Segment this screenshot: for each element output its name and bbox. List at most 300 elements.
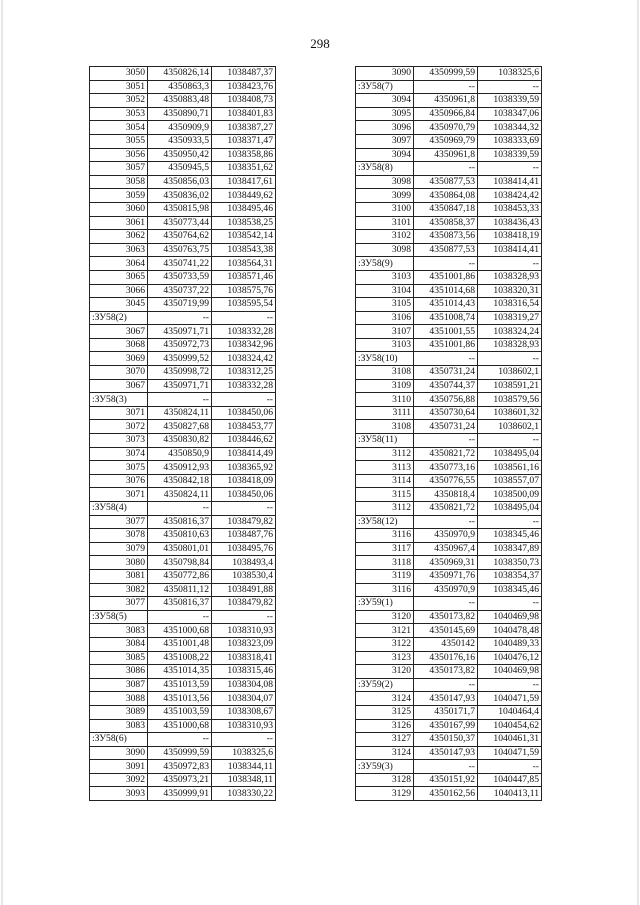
- point-number-cell: 3129: [356, 787, 414, 801]
- table-row: [90, 597, 276, 611]
- x-coordinate-cell: 4350173,82: [414, 610, 478, 624]
- x-coordinate-cell: 4350999,59: [414, 67, 478, 81]
- table-row: [90, 352, 276, 366]
- point-number-cell: 3057: [90, 162, 148, 176]
- x-coordinate-cell: 4351014,68: [414, 284, 478, 298]
- table-row: [90, 420, 276, 434]
- x-coordinate-cell: 4350773,44: [148, 216, 212, 230]
- point-number-cell: 3090: [90, 746, 148, 760]
- x-coordinate-cell: 4350821,72: [414, 447, 478, 461]
- x-coordinate-cell: 4350999,91: [148, 787, 212, 801]
- table-row: [90, 746, 276, 760]
- x-coordinate-cell: 4350998,72: [148, 366, 212, 380]
- point-number-cell: 3119: [356, 569, 414, 583]
- x-coordinate-cell: 4351008,22: [148, 651, 212, 665]
- point-number-cell: :ЗУ58(6): [90, 733, 148, 747]
- y-coordinate-cell: 1038320,31: [478, 284, 542, 298]
- x-coordinate-cell: 4350142: [414, 637, 478, 651]
- y-coordinate-cell: 1040476,12: [478, 651, 542, 665]
- table-row: [356, 284, 542, 298]
- y-coordinate-cell: 1038342,96: [212, 338, 276, 352]
- table-row: [356, 406, 542, 420]
- y-coordinate-cell: 1038348,11: [212, 773, 276, 787]
- point-number-cell: 3111: [356, 406, 414, 420]
- x-coordinate-cell: 4350999,52: [148, 352, 212, 366]
- point-number-cell: 3105: [356, 298, 414, 312]
- y-coordinate-cell: 1038602,1: [478, 420, 542, 434]
- section-header-row: [90, 610, 276, 624]
- point-number-cell: 3063: [90, 243, 148, 257]
- y-coordinate-cell: 1038332,28: [212, 325, 276, 339]
- y-coordinate-cell: 1038308,67: [212, 705, 276, 719]
- y-coordinate-cell: --: [212, 502, 276, 516]
- x-coordinate-cell: 4351001,86: [414, 270, 478, 284]
- table-row: [356, 107, 542, 121]
- y-coordinate-cell: --: [478, 515, 542, 529]
- x-coordinate-cell: 4350850,9: [148, 447, 212, 461]
- table-row: [90, 787, 276, 801]
- y-coordinate-cell: 1038354,37: [478, 569, 542, 583]
- x-coordinate-cell: 4350176,16: [414, 651, 478, 665]
- x-coordinate-cell: 4350858,37: [414, 216, 478, 230]
- point-number-cell: :ЗУ58(4): [90, 502, 148, 516]
- table-row: [90, 270, 276, 284]
- point-number-cell: :ЗУ58(11): [356, 434, 414, 448]
- y-coordinate-cell: 1040489,33: [478, 637, 542, 651]
- x-coordinate-cell: --: [414, 678, 478, 692]
- point-number-cell: :ЗУ59(2): [356, 678, 414, 692]
- y-coordinate-cell: 1038414,41: [478, 243, 542, 257]
- x-coordinate-cell: 4350967,4: [414, 542, 478, 556]
- point-number-cell: 3116: [356, 583, 414, 597]
- table-row: [356, 420, 542, 434]
- y-coordinate-cell: --: [478, 257, 542, 271]
- table-row: [356, 474, 542, 488]
- x-coordinate-cell: 4350973,21: [148, 773, 212, 787]
- table-row: [356, 746, 542, 760]
- y-coordinate-cell: 1040461,31: [478, 733, 542, 747]
- point-number-cell: 3096: [356, 121, 414, 135]
- section-header-row: [356, 760, 542, 774]
- y-coordinate-cell: 1038365,92: [212, 461, 276, 475]
- y-coordinate-cell: 1038344,11: [212, 760, 276, 774]
- point-number-cell: 3089: [90, 705, 148, 719]
- point-number-cell: 3084: [90, 637, 148, 651]
- y-coordinate-cell: 1038561,16: [478, 461, 542, 475]
- x-coordinate-cell: 4350969,79: [414, 134, 478, 148]
- y-coordinate-cell: --: [212, 393, 276, 407]
- section-header-row: [90, 311, 276, 325]
- point-number-cell: 3128: [356, 773, 414, 787]
- point-number-cell: 3103: [356, 270, 414, 284]
- point-number-cell: 3121: [356, 624, 414, 638]
- point-number-cell: 3088: [90, 692, 148, 706]
- table-row: [356, 733, 542, 747]
- y-coordinate-cell: 1038347,89: [478, 542, 542, 556]
- scan-edge-right: [637, 0, 639, 905]
- point-number-cell: 3065: [90, 270, 148, 284]
- table-row: [90, 719, 276, 733]
- x-coordinate-cell: 4350877,53: [414, 175, 478, 189]
- table-row: [90, 338, 276, 352]
- table-row: [356, 529, 542, 543]
- y-coordinate-cell: 1038319,27: [478, 311, 542, 325]
- point-number-cell: :ЗУ58(10): [356, 352, 414, 366]
- table-row: [90, 379, 276, 393]
- table-row: [90, 474, 276, 488]
- x-coordinate-cell: 4350776,55: [414, 474, 478, 488]
- x-coordinate-cell: 4350719,99: [148, 298, 212, 312]
- y-coordinate-cell: --: [478, 760, 542, 774]
- point-number-cell: 3110: [356, 393, 414, 407]
- table-row: [90, 107, 276, 121]
- y-coordinate-cell: 1038328,93: [478, 270, 542, 284]
- x-coordinate-cell: --: [414, 515, 478, 529]
- point-number-cell: 3072: [90, 420, 148, 434]
- point-number-cell: 3120: [356, 610, 414, 624]
- x-coordinate-cell: --: [414, 352, 478, 366]
- table-row: [90, 556, 276, 570]
- table-row: [356, 542, 542, 556]
- point-number-cell: 3107: [356, 325, 414, 339]
- x-coordinate-cell: 4350147,93: [414, 746, 478, 760]
- point-number-cell: 3071: [90, 406, 148, 420]
- point-number-cell: 3108: [356, 366, 414, 380]
- table-row: [356, 134, 542, 148]
- y-coordinate-cell: --: [478, 352, 542, 366]
- y-coordinate-cell: 1038345,46: [478, 529, 542, 543]
- table-row: [90, 148, 276, 162]
- y-coordinate-cell: 1038387,27: [212, 121, 276, 135]
- x-coordinate-cell: 4351013,59: [148, 678, 212, 692]
- y-coordinate-cell: 1040471,59: [478, 692, 542, 706]
- x-coordinate-cell: 4350830,82: [148, 434, 212, 448]
- y-coordinate-cell: 1038495,76: [212, 542, 276, 556]
- y-coordinate-cell: 1038358,86: [212, 148, 276, 162]
- x-coordinate-cell: 4350733,59: [148, 270, 212, 284]
- x-coordinate-cell: 4350773,16: [414, 461, 478, 475]
- table-row: [356, 393, 542, 407]
- section-header-row: [356, 515, 542, 529]
- y-coordinate-cell: 1038310,93: [212, 719, 276, 733]
- y-coordinate-cell: 1038423,76: [212, 80, 276, 94]
- point-number-cell: 3127: [356, 733, 414, 747]
- y-coordinate-cell: 1038564,31: [212, 257, 276, 271]
- table-row: [356, 202, 542, 216]
- coordinates-table-right: [355, 66, 542, 801]
- point-number-cell: 3113: [356, 461, 414, 475]
- x-coordinate-cell: 4350816,37: [148, 597, 212, 611]
- point-number-cell: 3076: [90, 474, 148, 488]
- point-number-cell: 3095: [356, 107, 414, 121]
- y-coordinate-cell: 1038542,14: [212, 230, 276, 244]
- point-number-cell: 3104: [356, 284, 414, 298]
- y-coordinate-cell: 1038479,82: [212, 515, 276, 529]
- y-coordinate-cell: 1038493,4: [212, 556, 276, 570]
- x-coordinate-cell: 4350966,84: [414, 107, 478, 121]
- y-coordinate-cell: 1038310,93: [212, 624, 276, 638]
- x-coordinate-cell: 4350971,71: [148, 379, 212, 393]
- x-coordinate-cell: 4351014,43: [414, 298, 478, 312]
- x-coordinate-cell: 4350961,8: [414, 94, 478, 108]
- y-coordinate-cell: 1038324,24: [478, 325, 542, 339]
- table-row: [90, 529, 276, 543]
- table-row: [90, 637, 276, 651]
- x-coordinate-cell: 4350171,7: [414, 705, 478, 719]
- y-coordinate-cell: 1038450,06: [212, 406, 276, 420]
- x-coordinate-cell: 4351001,86: [414, 338, 478, 352]
- table-row: [90, 80, 276, 94]
- x-coordinate-cell: 4350162,56: [414, 787, 478, 801]
- y-coordinate-cell: --: [212, 311, 276, 325]
- y-coordinate-cell: 1038575,76: [212, 284, 276, 298]
- y-coordinate-cell: 1038304,08: [212, 678, 276, 692]
- x-coordinate-cell: 4350836,02: [148, 189, 212, 203]
- point-number-cell: 3116: [356, 529, 414, 543]
- y-coordinate-cell: 1038491,88: [212, 583, 276, 597]
- point-number-cell: 3078: [90, 529, 148, 543]
- point-number-cell: 3077: [90, 515, 148, 529]
- point-number-cell: 3098: [356, 243, 414, 257]
- point-number-cell: 3083: [90, 719, 148, 733]
- y-coordinate-cell: 1038344,32: [478, 121, 542, 135]
- point-number-cell: :ЗУ59(3): [356, 760, 414, 774]
- table-row: [356, 298, 542, 312]
- point-number-cell: 3067: [90, 325, 148, 339]
- table-row: [356, 773, 542, 787]
- point-number-cell: :ЗУ59(1): [356, 597, 414, 611]
- y-coordinate-cell: 1038601,32: [478, 406, 542, 420]
- y-coordinate-cell: 1038414,49: [212, 447, 276, 461]
- y-coordinate-cell: --: [478, 162, 542, 176]
- x-coordinate-cell: 4350167,99: [414, 719, 478, 733]
- point-number-cell: 3085: [90, 651, 148, 665]
- point-number-cell: 3077: [90, 597, 148, 611]
- y-coordinate-cell: 1038324,42: [212, 352, 276, 366]
- y-coordinate-cell: 1038371,47: [212, 134, 276, 148]
- point-number-cell: 3124: [356, 746, 414, 760]
- y-coordinate-cell: 1038530,4: [212, 569, 276, 583]
- table-row: [356, 94, 542, 108]
- x-coordinate-cell: --: [148, 610, 212, 624]
- point-number-cell: 3056: [90, 148, 148, 162]
- table-row: [90, 624, 276, 638]
- table-row: [356, 719, 542, 733]
- x-coordinate-cell: --: [148, 393, 212, 407]
- point-number-cell: 3071: [90, 488, 148, 502]
- table-row: [90, 773, 276, 787]
- point-number-cell: 3075: [90, 461, 148, 475]
- y-coordinate-cell: 1038436,43: [478, 216, 542, 230]
- table-row: [356, 67, 542, 81]
- point-number-cell: 3094: [356, 148, 414, 162]
- table-row: [356, 366, 542, 380]
- point-number-cell: 3073: [90, 434, 148, 448]
- table-row: [356, 692, 542, 706]
- x-coordinate-cell: 4350821,72: [414, 502, 478, 516]
- table-row: [90, 488, 276, 502]
- point-number-cell: 3079: [90, 542, 148, 556]
- table-row: [356, 311, 542, 325]
- table-row: [90, 216, 276, 230]
- y-coordinate-cell: 1038579,56: [478, 393, 542, 407]
- table-row: [356, 556, 542, 570]
- point-number-cell: 3109: [356, 379, 414, 393]
- y-coordinate-cell: 1038543,38: [212, 243, 276, 257]
- table-row: [90, 678, 276, 692]
- point-number-cell: 3117: [356, 542, 414, 556]
- y-coordinate-cell: 1038495,04: [478, 502, 542, 516]
- x-coordinate-cell: --: [148, 733, 212, 747]
- table-row: [90, 94, 276, 108]
- y-coordinate-cell: 1038325,6: [478, 67, 542, 81]
- x-coordinate-cell: 4350731,24: [414, 366, 478, 380]
- x-coordinate-cell: 4350883,48: [148, 94, 212, 108]
- point-number-cell: 3101: [356, 216, 414, 230]
- table-row: [356, 447, 542, 461]
- point-number-cell: 3097: [356, 134, 414, 148]
- x-coordinate-cell: 4350756,88: [414, 393, 478, 407]
- x-coordinate-cell: --: [414, 597, 478, 611]
- section-header-row: [356, 80, 542, 94]
- y-coordinate-cell: 1038538,25: [212, 216, 276, 230]
- x-coordinate-cell: 4350150,37: [414, 733, 478, 747]
- section-header-row: [356, 678, 542, 692]
- table-row: [90, 298, 276, 312]
- point-number-cell: 3068: [90, 338, 148, 352]
- x-coordinate-cell: 4350972,73: [148, 338, 212, 352]
- point-number-cell: 3094: [356, 94, 414, 108]
- point-number-cell: 3081: [90, 569, 148, 583]
- x-coordinate-cell: 4351000,68: [148, 719, 212, 733]
- y-coordinate-cell: 1038417,61: [212, 175, 276, 189]
- x-coordinate-cell: 4350970,79: [414, 121, 478, 135]
- point-number-cell: 3122: [356, 637, 414, 651]
- y-coordinate-cell: 1038487,37: [212, 67, 276, 81]
- x-coordinate-cell: 4350972,83: [148, 760, 212, 774]
- table-row: [356, 270, 542, 284]
- y-coordinate-cell: 1038304,07: [212, 692, 276, 706]
- point-number-cell: 3103: [356, 338, 414, 352]
- x-coordinate-cell: 4350877,53: [414, 243, 478, 257]
- y-coordinate-cell: 1038571,46: [212, 270, 276, 284]
- table-row: [90, 569, 276, 583]
- point-number-cell: :ЗУ58(12): [356, 515, 414, 529]
- table-row: [90, 434, 276, 448]
- x-coordinate-cell: 4350826,14: [148, 67, 212, 81]
- page-number: 298: [310, 36, 330, 51]
- table-row: [356, 175, 542, 189]
- point-number-cell: 3054: [90, 121, 148, 135]
- x-coordinate-cell: 4350824,11: [148, 488, 212, 502]
- x-coordinate-cell: 4350890,71: [148, 107, 212, 121]
- x-coordinate-cell: 4351001,48: [148, 637, 212, 651]
- x-coordinate-cell: 4350969,31: [414, 556, 478, 570]
- table-row: [356, 488, 542, 502]
- section-header-row: [90, 393, 276, 407]
- y-coordinate-cell: 1038350,73: [478, 556, 542, 570]
- x-coordinate-cell: 4350856,03: [148, 175, 212, 189]
- x-coordinate-cell: 4350801,01: [148, 542, 212, 556]
- y-coordinate-cell: 1038449,62: [212, 189, 276, 203]
- section-header-row: [356, 352, 542, 366]
- table-row: [356, 569, 542, 583]
- x-coordinate-cell: 4350842,18: [148, 474, 212, 488]
- x-coordinate-cell: 4350145,69: [414, 624, 478, 638]
- x-coordinate-cell: 4350863,3: [148, 80, 212, 94]
- point-number-cell: :ЗУ58(2): [90, 311, 148, 325]
- point-number-cell: 3062: [90, 230, 148, 244]
- y-coordinate-cell: 1038418,09: [212, 474, 276, 488]
- table-row: [90, 243, 276, 257]
- point-number-cell: 3069: [90, 352, 148, 366]
- y-coordinate-cell: 1038453,77: [212, 420, 276, 434]
- table-row: [356, 787, 542, 801]
- y-coordinate-cell: 1040464,4: [478, 705, 542, 719]
- section-header-row: [356, 597, 542, 611]
- table-row: [90, 366, 276, 380]
- section-header-row: [356, 434, 542, 448]
- y-coordinate-cell: 1038408,73: [212, 94, 276, 108]
- x-coordinate-cell: 4350173,82: [414, 665, 478, 679]
- y-coordinate-cell: 1038316,54: [478, 298, 542, 312]
- section-header-row: [90, 733, 276, 747]
- table-row: [356, 230, 542, 244]
- y-coordinate-cell: 1038325,6: [212, 746, 276, 760]
- x-coordinate-cell: 4351013,56: [148, 692, 212, 706]
- table-row: [90, 461, 276, 475]
- table-row: [90, 406, 276, 420]
- table-row: [356, 651, 542, 665]
- scan-edge-left: [1, 0, 3, 905]
- table-row: [90, 230, 276, 244]
- y-coordinate-cell: 1038500,09: [478, 488, 542, 502]
- x-coordinate-cell: 4350945,5: [148, 162, 212, 176]
- table-row: [90, 121, 276, 135]
- table-row: [356, 624, 542, 638]
- table-row: [356, 216, 542, 230]
- point-number-cell: 3123: [356, 651, 414, 665]
- x-coordinate-cell: 4350815,98: [148, 202, 212, 216]
- table-row: [90, 760, 276, 774]
- x-coordinate-cell: 4351014,35: [148, 665, 212, 679]
- point-number-cell: 3102: [356, 230, 414, 244]
- y-coordinate-cell: --: [478, 80, 542, 94]
- table-row: [90, 692, 276, 706]
- point-number-cell: 3114: [356, 474, 414, 488]
- y-coordinate-cell: 1040454,62: [478, 719, 542, 733]
- y-coordinate-cell: 1038345,46: [478, 583, 542, 597]
- table-row: [356, 325, 542, 339]
- table-row: [90, 284, 276, 298]
- table-row: [90, 542, 276, 556]
- y-coordinate-cell: 1038323,09: [212, 637, 276, 651]
- y-coordinate-cell: --: [478, 597, 542, 611]
- x-coordinate-cell: 4350737,22: [148, 284, 212, 298]
- point-number-cell: 3112: [356, 447, 414, 461]
- y-coordinate-cell: 1038557,07: [478, 474, 542, 488]
- y-coordinate-cell: 1040413,11: [478, 787, 542, 801]
- point-number-cell: 3082: [90, 583, 148, 597]
- y-coordinate-cell: 1038495,04: [478, 447, 542, 461]
- y-coordinate-cell: --: [478, 434, 542, 448]
- y-coordinate-cell: 1038446,62: [212, 434, 276, 448]
- table-row: [90, 189, 276, 203]
- table-row: [356, 148, 542, 162]
- point-number-cell: :ЗУ58(7): [356, 80, 414, 94]
- table-row: [356, 502, 542, 516]
- point-number-cell: 3060: [90, 202, 148, 216]
